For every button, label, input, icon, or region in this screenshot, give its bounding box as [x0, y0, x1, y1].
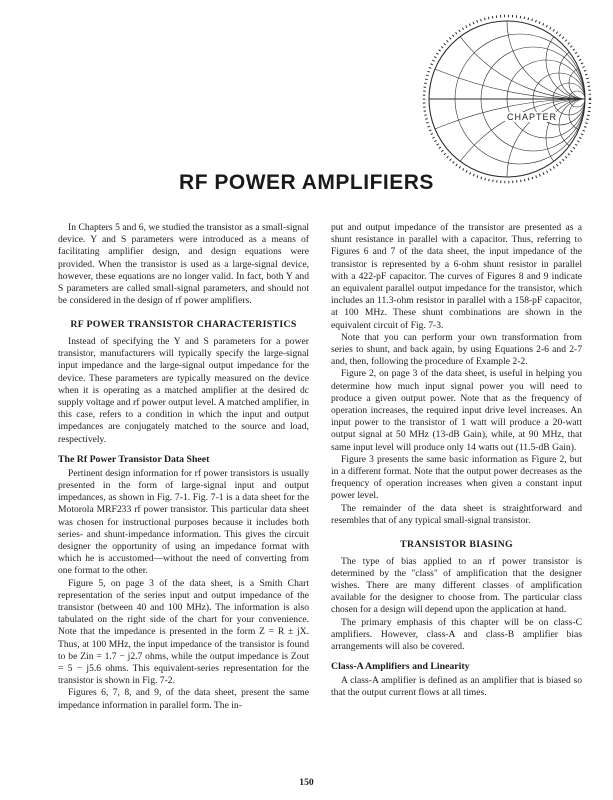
heading-data-sheet: The Rf Power Transistor Data Sheet	[58, 453, 210, 465]
smith-chart-icon	[422, 14, 592, 184]
heading-characteristics: RF POWER TRANSISTOR CHARACTERISTICS	[70, 319, 297, 331]
page-title: RF POWER AMPLIFIERS	[179, 171, 434, 194]
data-sheet-paragraph-3: Figures 6, 7, 8, and 9, of the data sheet, present the same impedance information in parallel form. The in-	[58, 687, 309, 711]
remainder-paragraph: The remainder of the data sheet is straightforward and resembles that of any typical small-signal transistor.	[331, 502, 582, 526]
figure2-paragraph: Figure 2, on page 3 of the data sheet, is useful in helping you determine how much input signal power you will need to produce a given output power. Note that as the frequency of operation increases, the required input drive level increases. An input power to the transistor of 1 watt will produce a 20-watt output signal at 50 MHz (13-dB Gain), while, at 90 MHz, that same input level will produce only 14 watts out (11.5-dB Gain).	[331, 368, 582, 453]
chapter-label: CHAPTER	[507, 112, 558, 122]
transformation-paragraph: Note that you can perform your own transformation from series to shunt, and back again, by using Equations 2-6 and 2-7 and, then, following the procedure of Example 2-2.	[331, 331, 582, 368]
data-sheet-paragraph-1: Pertinent design information for rf power transistors is usually presented in the form of large-signal input and output impedances, as shown in Fig. 7-1. Fig. 7-1 is a data sheet for the Motorola MRF233 rf power transistor. This particular data sheet was chosen for instructional purposes because it includes both series- and shunt-impedance information. This gives the circuit designer the opportunity of using an impedance format with which he is accustomed—without the need of converting from one format to the other.	[58, 467, 309, 577]
data-sheet-paragraph-2: Figure 5, on page 3 of the data sheet, is a Smith Chart representation of the series input and output impedance of the transistor (between 40 and 100 MHz). The information is also tabulated on the right side of the chart for your convenience. Note that the impedance is presented in the form Z = R ± jX. Thus, at 100 MHz, the input impedance of the transistor is found to be Zin = 1.7 − j2.7 ohms, while the output impedance is Zout = 5 − j5.6 ohms. This equivalent-series representation for the transistor is shown in Fig. 7-2.	[58, 577, 309, 687]
heading-class-a: Class-A Amplifiers and Linearity	[331, 661, 470, 673]
page-number: 150	[299, 777, 314, 788]
characteristics-paragraph: Instead of specifying the Y and S parameters for a power transistor, manufacturers will typically specify the large-signal input impedance and the large-signal output impedance for the device. These parameters are typically measured on the device when it is operating as a matched amplifier at the desired dc supply voltage and rf power output level. A matched amplifier, in this case, refers to a condition in which the input and output impedances are conjugately matched to the source and load, respectively.	[58, 335, 309, 445]
heading-biasing: TRANSISTOR BIASING	[400, 539, 513, 551]
right-column	[331, 222, 582, 700]
biasing-paragraph: The type of bias applied to an rf power transistor is determined by the "class" of amplification that the designer wishes. There are many different classes of amplification available for the designer to choose from. The particular class chosen for a design will depend upon the application at hand.	[331, 555, 582, 616]
emphasis-paragraph: The primary emphasis of this chapter will be on class-C amplifiers. However, class-A and class-B amplifier bias arrangements will also be covered.	[331, 616, 582, 652]
intro-paragraph: In Chapters 5 and 6, we studied the transistor as a small-signal device. Y and S parameters were introduced as a means of facilitating amplifier design, and design equations were provided. When the transistor is used as a large-signal device, however, these equations are no longer valid. In fact, both Y and S parameters are called small-signal parameters, and should not be considered in the design of rf power amplifiers.	[58, 222, 309, 307]
continuation-paragraph: put and output impedance of the transistor are presented as a shunt resistance in parallel with a capacitor. Thus, referring to Figures 6 and 7 of the data sheet, the input impedance of the transistor is represented by a 6-ohm shunt resistor in parallel with a 422-pF capacitor. The curves of Figures 8 and 9 indicate an equivalent parallel output impedance for the transistor, which includes an 11.3-ohm resistor in parallel with a 158-pF capacitor, at 100 MHz. These shunt combinations are shown in the equivalent circuit of Fig. 7-3.	[331, 222, 582, 331]
left-column	[58, 222, 309, 712]
figure3-paragraph: Figure 3 presents the same basic information as Figure 2, but in a different format. Note that the output power decreases as the frequency of operation increases when given a constant input power level.	[331, 453, 582, 502]
class-a-paragraph: A class-A amplifier is defined as an amplifier that is biased so that the output current flows at all times.	[331, 675, 582, 699]
